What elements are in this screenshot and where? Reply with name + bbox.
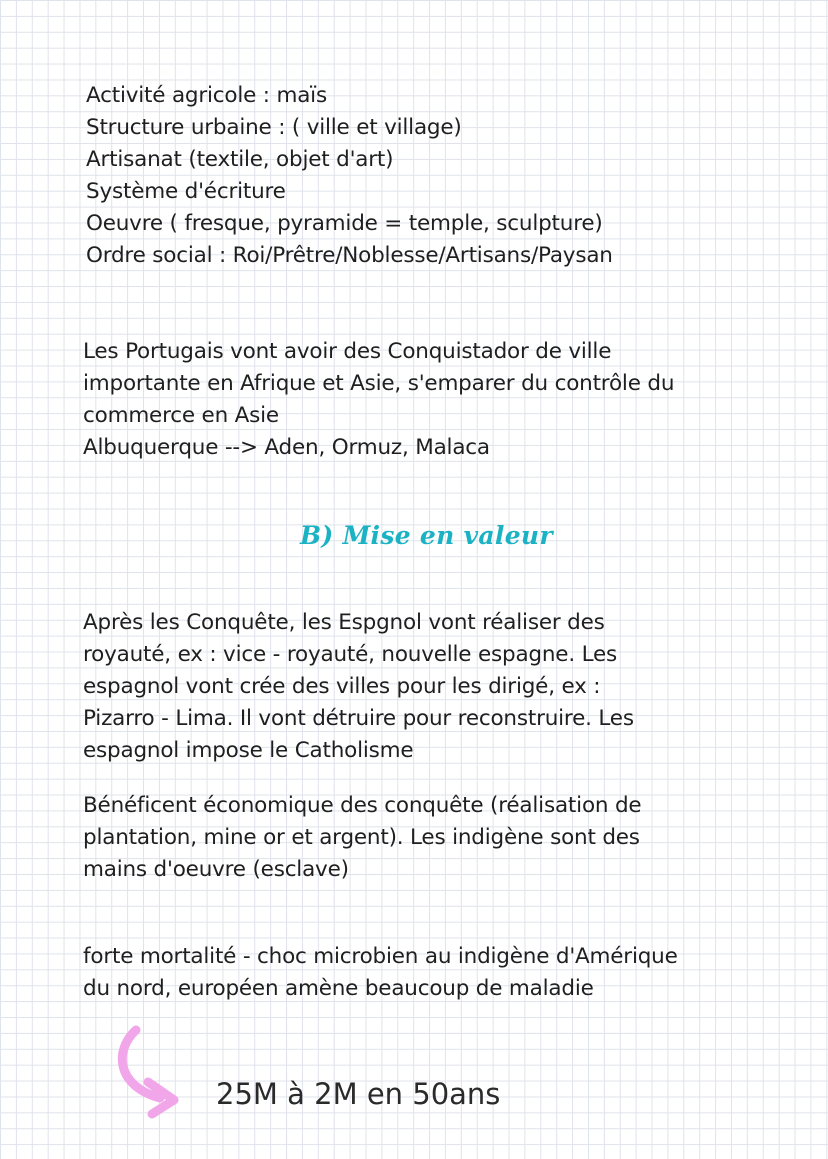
text-line: mains d'oeuvre (esclave): [83, 857, 349, 882]
text-line: Oeuvre ( fresque, pyramide = temple, sculpture): [86, 211, 603, 236]
text-line: du nord, européen amène beaucoup de maladie: [83, 976, 594, 1001]
text-line: Ordre social : Roi/Prêtre/Noblesse/Artisans/Paysan: [86, 243, 613, 268]
text-line: Structure urbaine : ( ville et village): [86, 115, 462, 140]
text-line: Albuquerque --> Aden, Ormuz, Malaca: [83, 435, 490, 460]
text-line: Activité agricole : maïs: [86, 83, 327, 108]
population-statistic: 25M à 2M en 50ans: [216, 1077, 501, 1111]
curved-arrow-icon: [108, 1024, 188, 1119]
text-line: Les Portugais vont avoir des Conquistador de ville: [83, 339, 612, 364]
text-line: royauté, ex : vice - royauté, nouvelle espagne. Les: [83, 642, 618, 667]
text-line: espagnol impose le Catholisme: [83, 738, 414, 763]
text-line: Après les Conquête, les Espgnol vont réaliser des: [83, 610, 605, 635]
text-line: Système d'écriture: [86, 179, 286, 204]
text-line: commerce en Asie: [83, 403, 279, 428]
spanish-paragraph: [83, 607, 743, 767]
portuguese-paragraph: [83, 336, 743, 464]
text-line: importante en Afrique et Asie, s'emparer du contrôle du: [83, 371, 675, 396]
text-line: espagnol vont crée des villes pour les dirigé, ex :: [83, 674, 601, 699]
text-line: Artisanat (textile, objet d'art): [86, 147, 394, 172]
mortality-paragraph: [83, 941, 743, 1005]
text-line: forte mortalité - choc microbien au indigène d'Amérique: [83, 944, 678, 969]
section-heading: B) Mise en valeur: [300, 521, 553, 550]
agriculture-civilization-list: [86, 80, 746, 272]
text-line: Bénéficent économique des conquête (réalisation de: [83, 793, 642, 818]
text-line: Pizarro - Lima. Il vont détruire pour reconstruire. Les: [83, 706, 634, 731]
economic-paragraph: [83, 790, 743, 886]
text-line: plantation, mine or et argent). Les indigène sont des: [83, 825, 640, 850]
